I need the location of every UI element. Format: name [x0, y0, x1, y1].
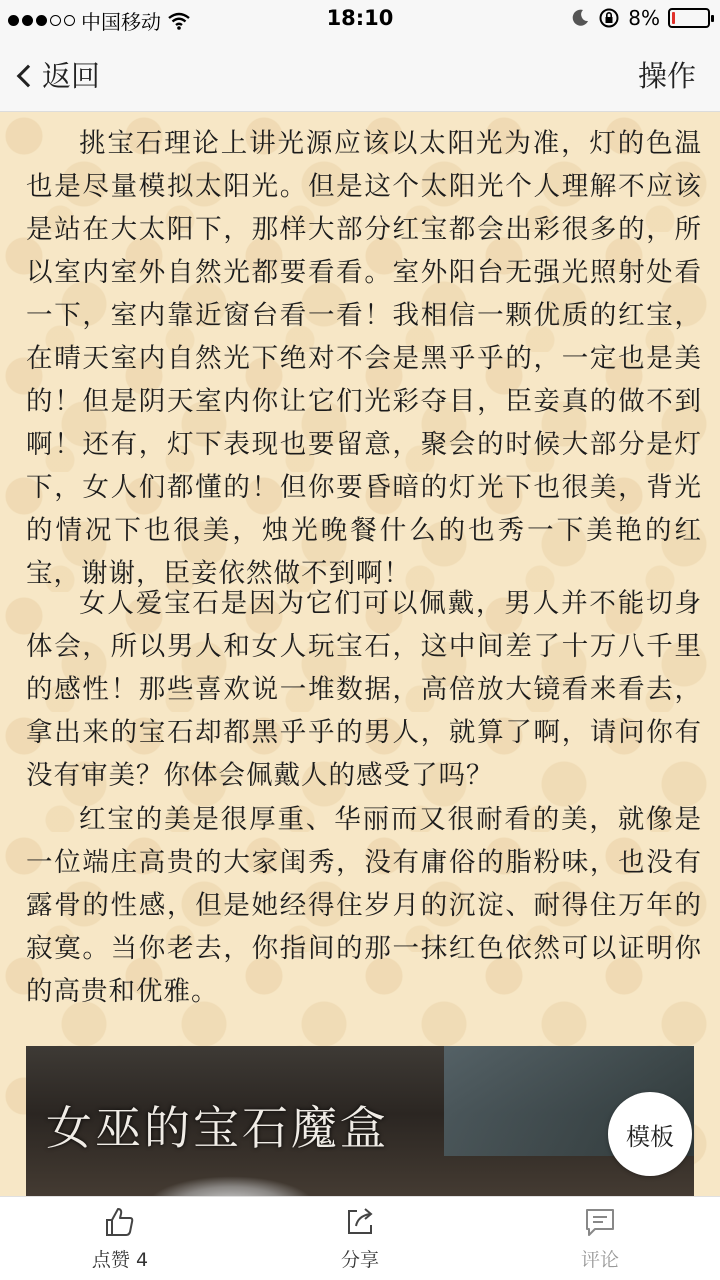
- bottom-toolbar: [0, 1196, 720, 1280]
- chevron-left-icon: [17, 64, 40, 87]
- like-label: 点赞 4: [91, 1249, 149, 1271]
- carrier-label: 中国移动: [81, 10, 161, 34]
- back-label: 返回: [42, 59, 101, 93]
- image-jewelry: [146, 1176, 316, 1196]
- share-icon: [343, 1205, 377, 1239]
- comment-icon: [583, 1205, 617, 1239]
- like-button[interactable]: [0, 1197, 240, 1280]
- orientation-lock-icon: [598, 7, 620, 29]
- battery-percent: 8%: [628, 6, 660, 30]
- comment-button[interactable]: [480, 1197, 720, 1280]
- nav-bar: [0, 40, 720, 112]
- article-paragraph: 挑宝石理论上讲光源应该以太阳光为准，灯的色温也是尽量模拟太阳光。但是这个太阳光个人理解不应该是站在大太阳下，那样大部分红宝都会出彩很多的，所以室内室外自然光都要看看。室外阳台无强光照射处看一下，室内靠近窗台看一看！我相信一颗优质的红宝，在晴天室内自然光下绝对不会是黑乎乎的，一定也是美的！但是阴天室内你让它们光彩夺目，臣妾真的做不到啊！还有，灯下表现也要留意，聚会的时候大部分是灯下，女人们都懂的！但你要昏暗的灯光下也很美，背光的情况下也很美，烛光晚餐什么的也秀一下美艳的红宝，谢谢，臣妾依然做不到啊！: [26, 128, 702, 589]
- back-button[interactable]: [20, 54, 100, 95]
- share-button[interactable]: [240, 1197, 480, 1280]
- article-paragraph: 女人爱宝石是因为它们可以佩戴，男人并不能切身体会，所以男人和女人玩宝石，这中间差了十万八千里的感性！那些喜欢说一堆数据，高倍放大镜看来看去，拿出来的宝石却都黑乎乎的男人，就算了啊，请问你有没有审美？你体会佩戴人的感受了吗？: [26, 588, 702, 791]
- article-image: [26, 1046, 694, 1196]
- share-label: 分享: [340, 1249, 379, 1271]
- action-button[interactable]: 操作: [637, 59, 696, 93]
- status-bar: [0, 0, 720, 40]
- moon-icon: [570, 8, 590, 28]
- status-time: 18:10: [326, 6, 394, 30]
- battery-icon: [668, 8, 710, 28]
- status-right: [570, 6, 710, 30]
- comment-label: 评论: [580, 1249, 619, 1271]
- thumbs-up-icon: [103, 1205, 137, 1239]
- article-content: [0, 112, 720, 1196]
- battery-level: [672, 12, 675, 24]
- image-title: 女巫的宝石魔盒: [46, 1101, 389, 1155]
- article-paragraph: 红宝的美是很厚重、华丽而又很耐看的美，就像是一位端庄高贵的大家闺秀，没有庸俗的脂粉味，也没有露骨的性感，但是她经得住岁月的沉淀、耐得住万年的寂寞。当你老去，你指间的那一抹红色依然可以证明你的高贵和优雅。: [26, 804, 702, 1007]
- template-button[interactable]: 模板: [608, 1092, 692, 1176]
